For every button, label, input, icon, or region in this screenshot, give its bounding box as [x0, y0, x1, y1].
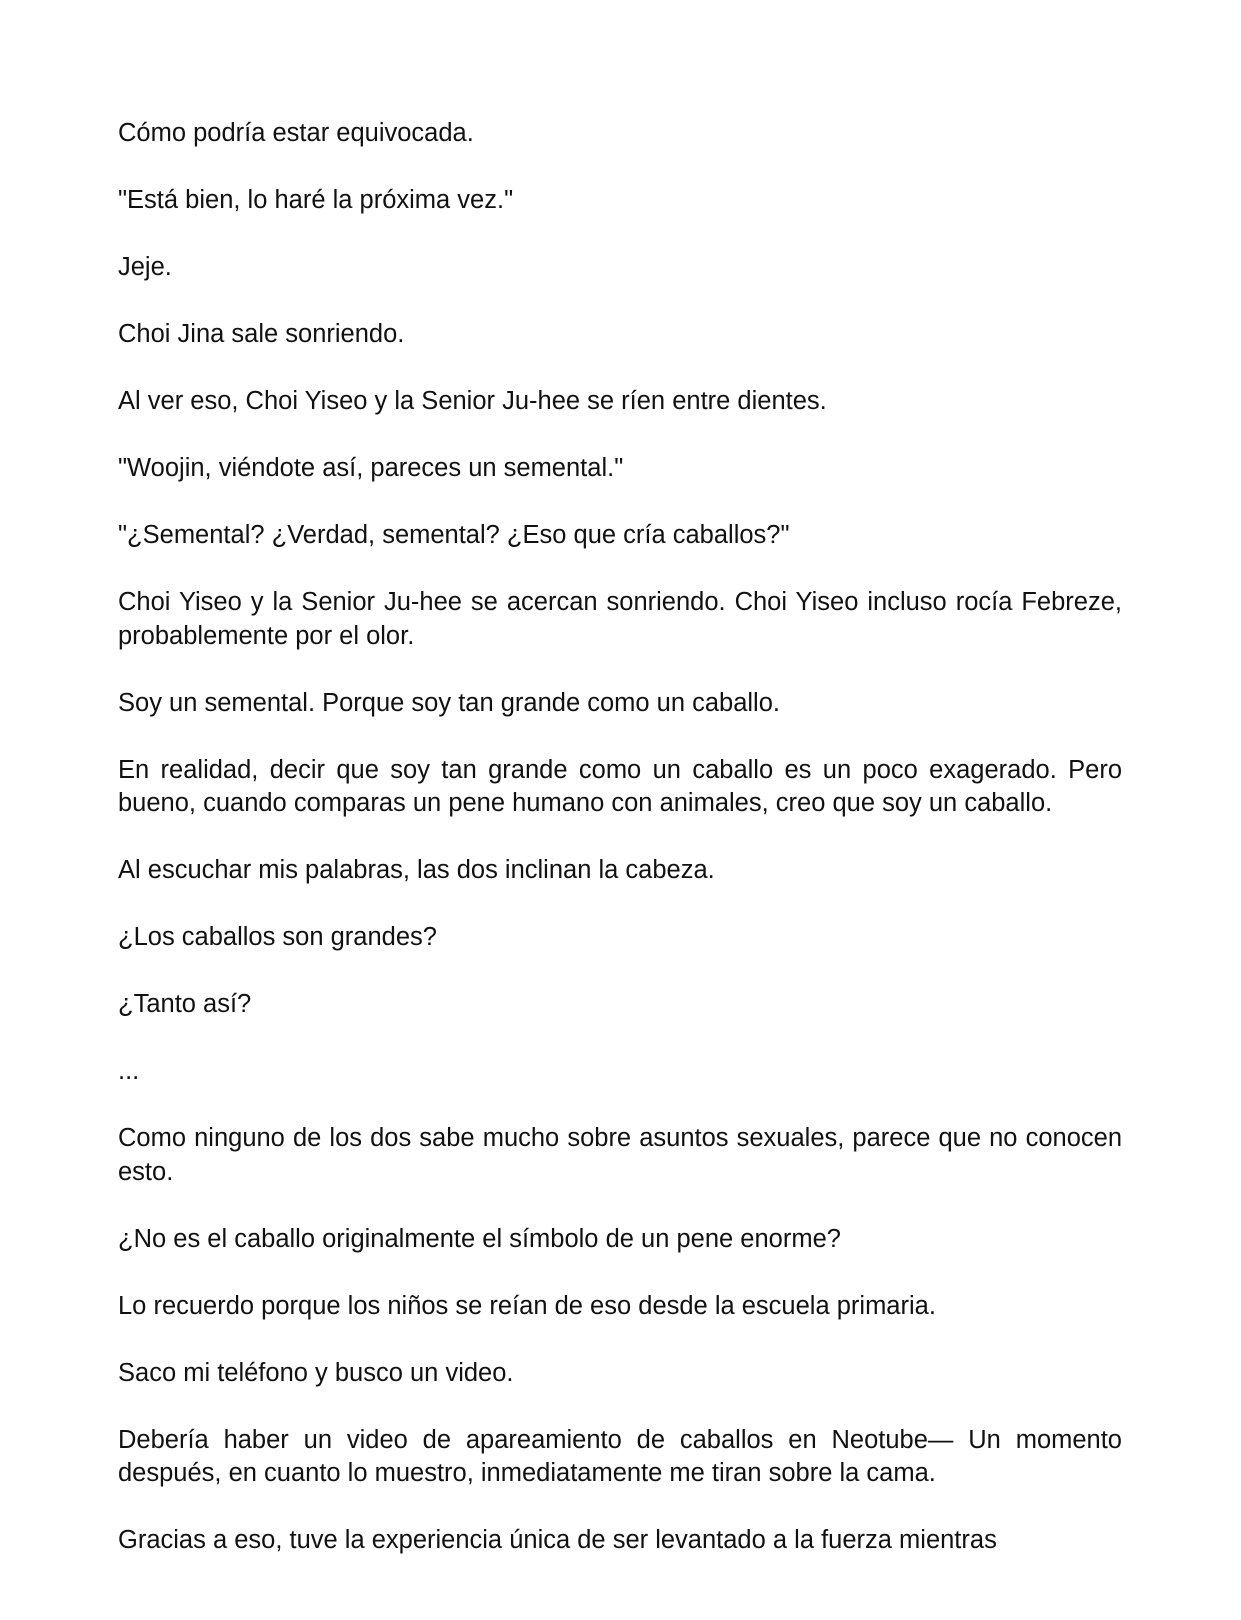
paragraph: Como ninguno de los dos sabe mucho sobre asuntos sexuales, parece que no conocen esto. — [118, 1124, 1122, 1186]
paragraph: "Woojin, viéndote así, pareces un semental." — [118, 454, 624, 482]
paragraph: Debería haber un video de apareamiento de caballos en Neotube— Un momento después, en cuanto lo muestro, inmediatamente me tiran sobre la cama. — [118, 1425, 1122, 1487]
paragraph: Choi Yiseo y la Senior Ju-hee se acercan sonriendo. Choi Yiseo incluso rocía Febreze, probablemente por el olor. — [118, 588, 1122, 650]
paragraph: Choi Jina sale sonriendo. — [118, 320, 405, 348]
paragraph: Gracias a eso, tuve la experiencia única de ser levantado a la fuerza mientras — [118, 1526, 997, 1554]
paragraph: ¿No es el caballo originalmente el símbolo de un pene enorme? — [118, 1224, 841, 1253]
paragraph: En realidad, decir que soy tan grande como un caballo es un poco exagerado. Pero bueno, cuando comparas un pene humano con animales, creo que soy un caballo. — [118, 755, 1122, 817]
paragraph: Al escuchar mis palabras, las dos inclinan la cabeza. — [118, 856, 715, 884]
document-body — [118, 117, 1122, 1591]
paragraph: "Está bien, lo haré la próxima vez." — [118, 186, 514, 214]
paragraph: Jeje. — [118, 253, 172, 281]
paragraph: Al ver eso, Choi Yiseo y la Senior Ju-hee se ríen entre dientes. — [118, 387, 827, 415]
paragraph: Cómo podría estar equivocada. — [118, 119, 474, 147]
paragraph: ¿Los caballos son grandes? — [118, 923, 437, 951]
paragraph: Soy un semental. Porque soy tan grande como un caballo. — [118, 688, 780, 717]
paragraph: ¿Tanto así? — [118, 990, 252, 1018]
paragraph: Lo recuerdo porque los niños se reían de eso desde la escuela primaria. — [118, 1291, 936, 1320]
paragraph: ... — [118, 1057, 140, 1085]
paragraph: Saco mi teléfono y busco un video. — [118, 1358, 514, 1387]
paragraph: "¿Semental? ¿Verdad, semental? ¿Eso que cría caballos?" — [118, 521, 790, 549]
